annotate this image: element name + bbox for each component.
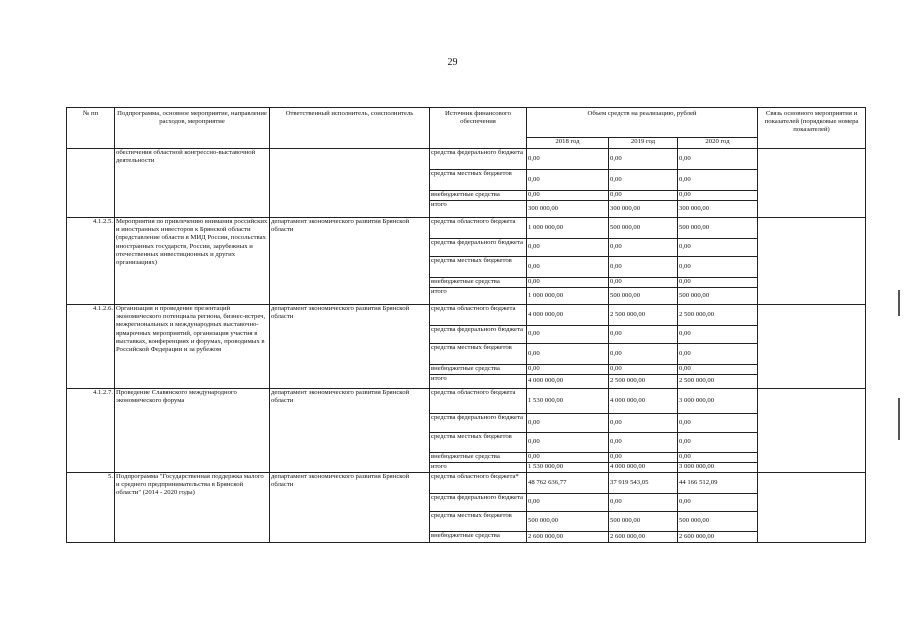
value-2018: 0,00 [527,257,609,278]
value-2018: 0,00 [527,278,609,288]
value-2019: 0,00 [609,149,678,170]
value-2019: 500 000,00 [609,288,678,305]
value-2019: 0,00 [609,326,678,344]
value-2018: 1 530 000,00 [527,389,609,414]
header-link: Связь основного мероприятия и показателей (порядковые номера показателей) [758,108,866,149]
value-2018: 0,00 [527,149,609,170]
value-2020: 300 000,00 [678,201,758,218]
scan-mark [898,398,900,440]
value-2018: 0,00 [527,365,609,375]
row-number [67,149,115,218]
row-executor: департамент экономического развития Брянской области [270,305,430,389]
value-2020: 0,00 [678,414,758,433]
value-2019: 0,00 [609,433,678,453]
value-2019: 500 000,00 [609,218,678,239]
source-cell: средства областного бюджета [430,305,527,326]
value-2020: 2 500 000,00 [678,305,758,326]
value-2019: 0,00 [609,239,678,257]
row-title: Мероприятия по привлечению внимания российских и иностранных инвесторов к Брянской области (представление области в МИД России, посольствах иностранных государств, России, зарубежных и отечественных инвестиционных и других организациях) [115,218,270,305]
value-2019: 4 000 000,00 [609,389,678,414]
source-cell: внебюджетные средства [430,453,527,463]
value-2020: 0,00 [678,326,758,344]
value-2019: 2 500 000,00 [609,305,678,326]
value-2018: 48 762 636,77 [527,473,609,494]
value-2018: 0,00 [527,433,609,453]
source-cell: средства федерального бюджета [430,494,527,512]
value-2018: 0,00 [527,453,609,463]
table-body [67,149,866,543]
value-2018: 0,00 [527,239,609,257]
row-title: Подпрограмма "Государственная поддержка малого и среднего предпринимательства в Брянской области" (2014 - 2020 годы) [115,473,270,543]
header-year-2018: 2018 год [527,138,609,149]
link-cell [758,218,866,305]
source-cell: средства областного бюджета* [430,473,527,494]
value-2018: 0,00 [527,326,609,344]
value-2020: 0,00 [678,494,758,512]
value-2019: 2 500 000,00 [609,375,678,389]
value-2020: 0,00 [678,365,758,375]
value-2019: 37 919 543,05 [609,473,678,494]
value-2019: 0,00 [609,257,678,278]
row-number: 5. [67,473,115,543]
row-title: обеспечения областной конгрессно-выставочной деятельности [115,149,270,218]
value-2019: 2 600 000,00 [609,532,678,543]
row-number: 4.1.2.5. [67,218,115,305]
value-2019: 0,00 [609,278,678,288]
source-cell: внебюджетные средства [430,191,527,201]
source-cell: средства федерального бюджета [430,414,527,433]
row-number: 4.1.2.6. [67,305,115,389]
value-2018: 0,00 [527,191,609,201]
table-row [67,218,866,239]
value-2020: 2 600 000,00 [678,532,758,543]
source-cell: средства федерального бюджета [430,239,527,257]
value-2020: 2 500 000,00 [678,375,758,389]
source-cell: внебюджетные средства [430,365,527,375]
header-executor: Ответственный исполнитель, соисполнитель [270,108,430,149]
source-cell: средства местных бюджетов [430,344,527,365]
table-row [67,473,866,494]
header-volume: Объем средств на реализацию, рублей [527,108,758,138]
value-2020: 0,00 [678,170,758,191]
value-2020: 0,00 [678,149,758,170]
value-2018: 4 000 000,00 [527,375,609,389]
value-2019: 0,00 [609,191,678,201]
value-2020: 0,00 [678,257,758,278]
value-2020: 44 166 512,09 [678,473,758,494]
scan-mark [898,290,900,316]
value-2019: 4 000 000,00 [609,463,678,473]
value-2020: 0,00 [678,453,758,463]
value-2018: 0,00 [527,344,609,365]
row-executor: департамент экономического развития Брянской области [270,389,430,473]
source-cell: итого [430,463,527,473]
header-num: № пп [67,108,115,149]
table-row [67,149,866,170]
value-2018: 0,00 [527,414,609,433]
value-2018: 1 000 000,00 [527,288,609,305]
value-2020: 3 000 000,00 [678,389,758,414]
source-cell: средства местных бюджетов [430,512,527,532]
header-year-2020: 2020 год [678,138,758,149]
value-2019: 300 000,00 [609,201,678,218]
source-cell: внебюджетные средства [430,278,527,288]
value-2019: 0,00 [609,344,678,365]
value-2018: 300 000,00 [527,201,609,218]
value-2019: 0,00 [609,453,678,463]
table-row [67,389,866,414]
source-cell: средства местных бюджетов [430,433,527,453]
value-2020: 3 000 000,00 [678,463,758,473]
page-number: 29 [447,57,458,68]
value-2020: 0,00 [678,278,758,288]
source-cell: средства местных бюджетов [430,170,527,191]
source-cell: итого [430,375,527,389]
value-2019: 500 000,00 [609,512,678,532]
value-2018: 2 600 000,00 [527,532,609,543]
value-2020: 0,00 [678,344,758,365]
value-2018: 500 000,00 [527,512,609,532]
link-cell [758,149,866,218]
row-title: Проведение Славянского международного экономического форума [115,389,270,473]
source-cell: итого [430,288,527,305]
table-row [67,305,866,326]
value-2018: 1 000 000,00 [527,218,609,239]
value-2019: 0,00 [609,170,678,191]
source-cell: итого [430,201,527,218]
source-cell: средства областного бюджета [430,218,527,239]
value-2018: 0,00 [527,170,609,191]
value-2019: 0,00 [609,365,678,375]
value-2019: 0,00 [609,414,678,433]
budget-table [66,107,866,543]
value-2020: 0,00 [678,239,758,257]
source-cell: средства федерального бюджета [430,149,527,170]
value-2019: 0,00 [609,494,678,512]
value-2020: 500 000,00 [678,512,758,532]
header-program: Подпрограмма, основное мероприятие, направление расходов, мероприятие [115,108,270,149]
row-executor [270,149,430,218]
header-year-2019: 2019 год [609,138,678,149]
value-2020: 500 000,00 [678,288,758,305]
value-2018: 4 000 000,00 [527,305,609,326]
source-cell: внебюджетные средства [430,532,527,543]
link-cell [758,473,866,543]
source-cell: средства местных бюджетов [430,257,527,278]
row-executor: департамент экономического развития Брянской области [270,473,430,543]
value-2018: 0,00 [527,494,609,512]
value-2020: 500 000,00 [678,218,758,239]
value-2018: 1 530 000,00 [527,463,609,473]
source-cell: средства федерального бюджета [430,326,527,344]
source-cell: средства областного бюджета [430,389,527,414]
row-title: Организация и проведение презентаций экономического потенциала региона, бизнес-встреч, межрегиональных и международных выставочно-ярмарочных мероприятий, организация участия в выставках, конференциях и форумах, проводимых в Российской Федерации и за рубежом [115,305,270,389]
link-cell [758,305,866,389]
header-source: Источник финансового обеспечения [430,108,527,149]
row-executor: департамент экономического развития Брянской области [270,218,430,305]
value-2020: 0,00 [678,433,758,453]
value-2020: 0,00 [678,191,758,201]
row-number: 4.1.2.7. [67,389,115,473]
link-cell [758,389,866,473]
